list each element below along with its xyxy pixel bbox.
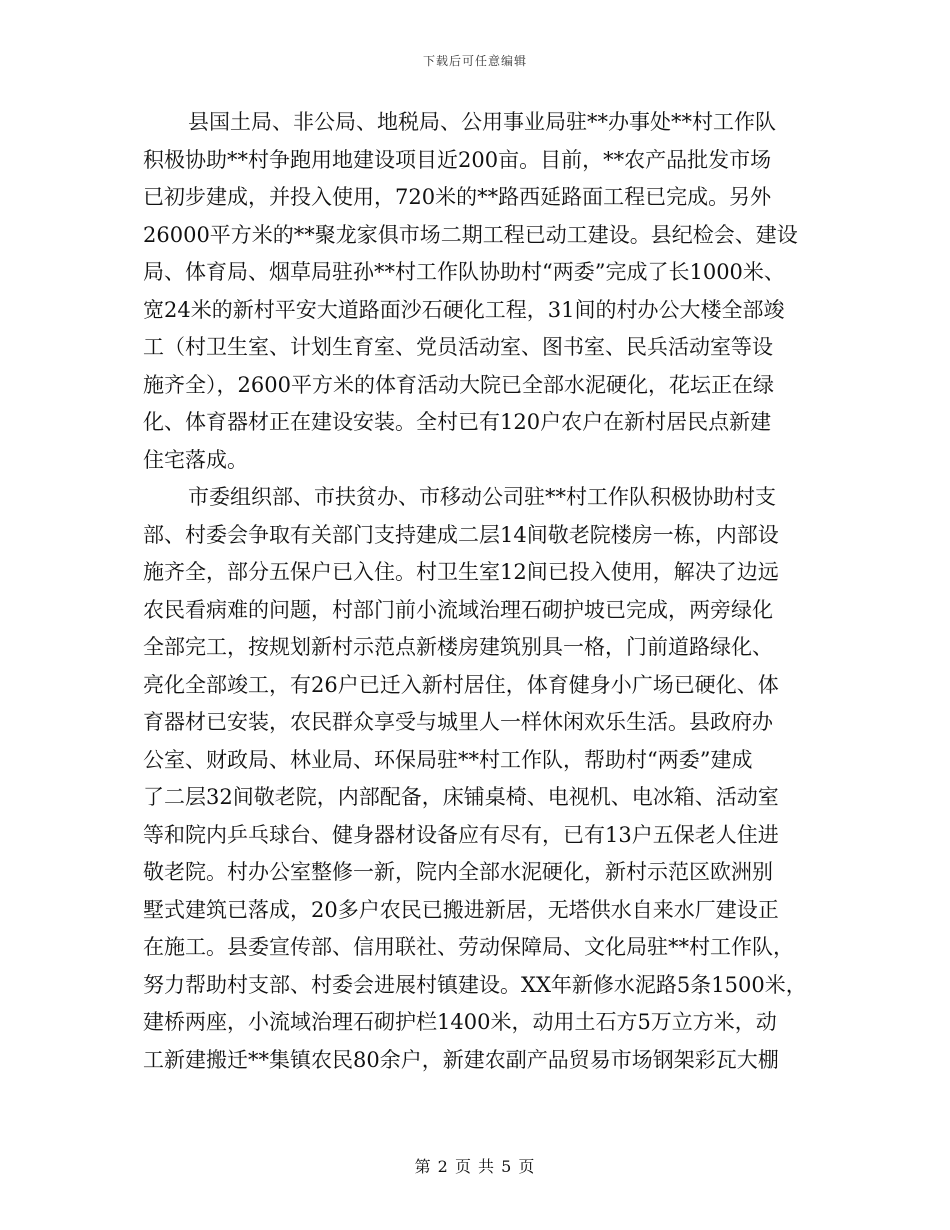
paragraph-2-line-9: 了二层32间敬老院，内部配备，床铺桌椅、电视机、电冰箱、活动室: [143, 785, 779, 809]
paragraph-2-line-14: 努力帮助村支部、村委会进展村镇建设。XX年新修水泥路5条1500米，: [143, 972, 807, 997]
paragraph-1-line-2: 积极协助**村争跑用地建设项目近200亩。目前，**农产品批发市场: [143, 147, 772, 172]
paragraph-2-line-12: 墅式建筑已落成，20多户农民已搬进新居，无塔供水自来水厂建设正: [143, 897, 779, 922]
body-text: [143, 104, 815, 1079]
paragraph-2-line-2: 部、村委会争取有关部门支持建成二层14间敬老院楼房一栋，内部设: [143, 522, 779, 547]
paragraph-2-line-16: 工新建搬迁**集镇农民80余户，新建农副产品贸易市场钢架彩瓦大棚: [143, 1047, 779, 1072]
paragraph-2-line-11: 敬老院。村办公室整修一新，院内全部水泥硬化，新村示范区欧洲别: [143, 860, 773, 884]
paragraph-1-line-4: 26000平方米的**聚龙家俱市场二期工程已动工建设。县纪检会、建设: [143, 222, 798, 247]
paragraph-2-line-5: 全部完工，按规划新村示范点新楼房建筑别具一格，门前道路绿化、: [143, 635, 773, 659]
paragraph-2-line-3: 施齐全，部分五保户已入住。村卫生室12间已投入使用，解决了边远: [143, 560, 779, 584]
paragraph-1-line-9: 化、体育器材正在建设安装。全村已有120户农户在新村居民点新建: [143, 410, 772, 434]
paragraph-2-line-10: 等和院内乒乓球台、健身器材设备应有尽有，已有13户五保老人住进: [143, 822, 779, 847]
paragraph-2-line-4: 农民看病难的问题，村部门前小流域治理石砌护坡已完成，两旁绿化: [143, 597, 773, 622]
page-header-note: 下载后可任意编辑: [422, 54, 527, 68]
paragraph-1-line-7: 工（村卫生室、计划生育室、党员活动室、图书室、民兵活动室等设: [143, 335, 773, 359]
paragraph-1-line-6: 宽24米的新村平安大道路面沙石硬化工程，31间的村办公大楼全部竣: [143, 297, 785, 322]
paragraph-2-line-6: 亮化全部竣工，有26户已迁入新村居住，体育健身小广场已硬化、体: [143, 672, 779, 697]
page-number-footer: 第 2 页 共 5 页: [414, 1157, 536, 1176]
paragraph-2-line-1: 市委组织部、市扶贫办、市移动公司驻**村工作队积极协助村支: [188, 485, 776, 509]
paragraph-1-line-10: 住宅落成。: [143, 447, 248, 472]
paragraph-1-line-8: 施齐全），2600平方米的体育活动大院已全部水泥硬化，花坛正在绿: [143, 372, 774, 397]
paragraph-1-line-5: 局、体育局、烟草局驻孙**村工作队协助村“两委”完成了长1000米、: [143, 260, 785, 284]
paragraph-2-line-15: 建桥两座，小流域治理石砌护栏1400米，动用土石方5万立方米，动: [143, 1010, 777, 1034]
paragraph-2-line-7: 育器材已安装，农民群众享受与城里人一样休闲欢乐生活。县政府办: [143, 710, 773, 734]
paragraph-1-line-1: 县国土局、非公局、地税局、公用事业局驻**办事处**村工作队: [188, 110, 776, 134]
paragraph-1-line-3: 已初步建成，并投入使用，720米的**路西延路面工程已完成。另外: [143, 185, 772, 209]
paragraph-2-line-13: 在施工。县委宣传部、信用联社、劳动保障局、文化局驻**村工作队，: [143, 935, 794, 959]
paragraph-2-line-8: 公室、财政局、林业局、环保局驻**村工作队，帮助村“两委”建成: [143, 747, 753, 772]
